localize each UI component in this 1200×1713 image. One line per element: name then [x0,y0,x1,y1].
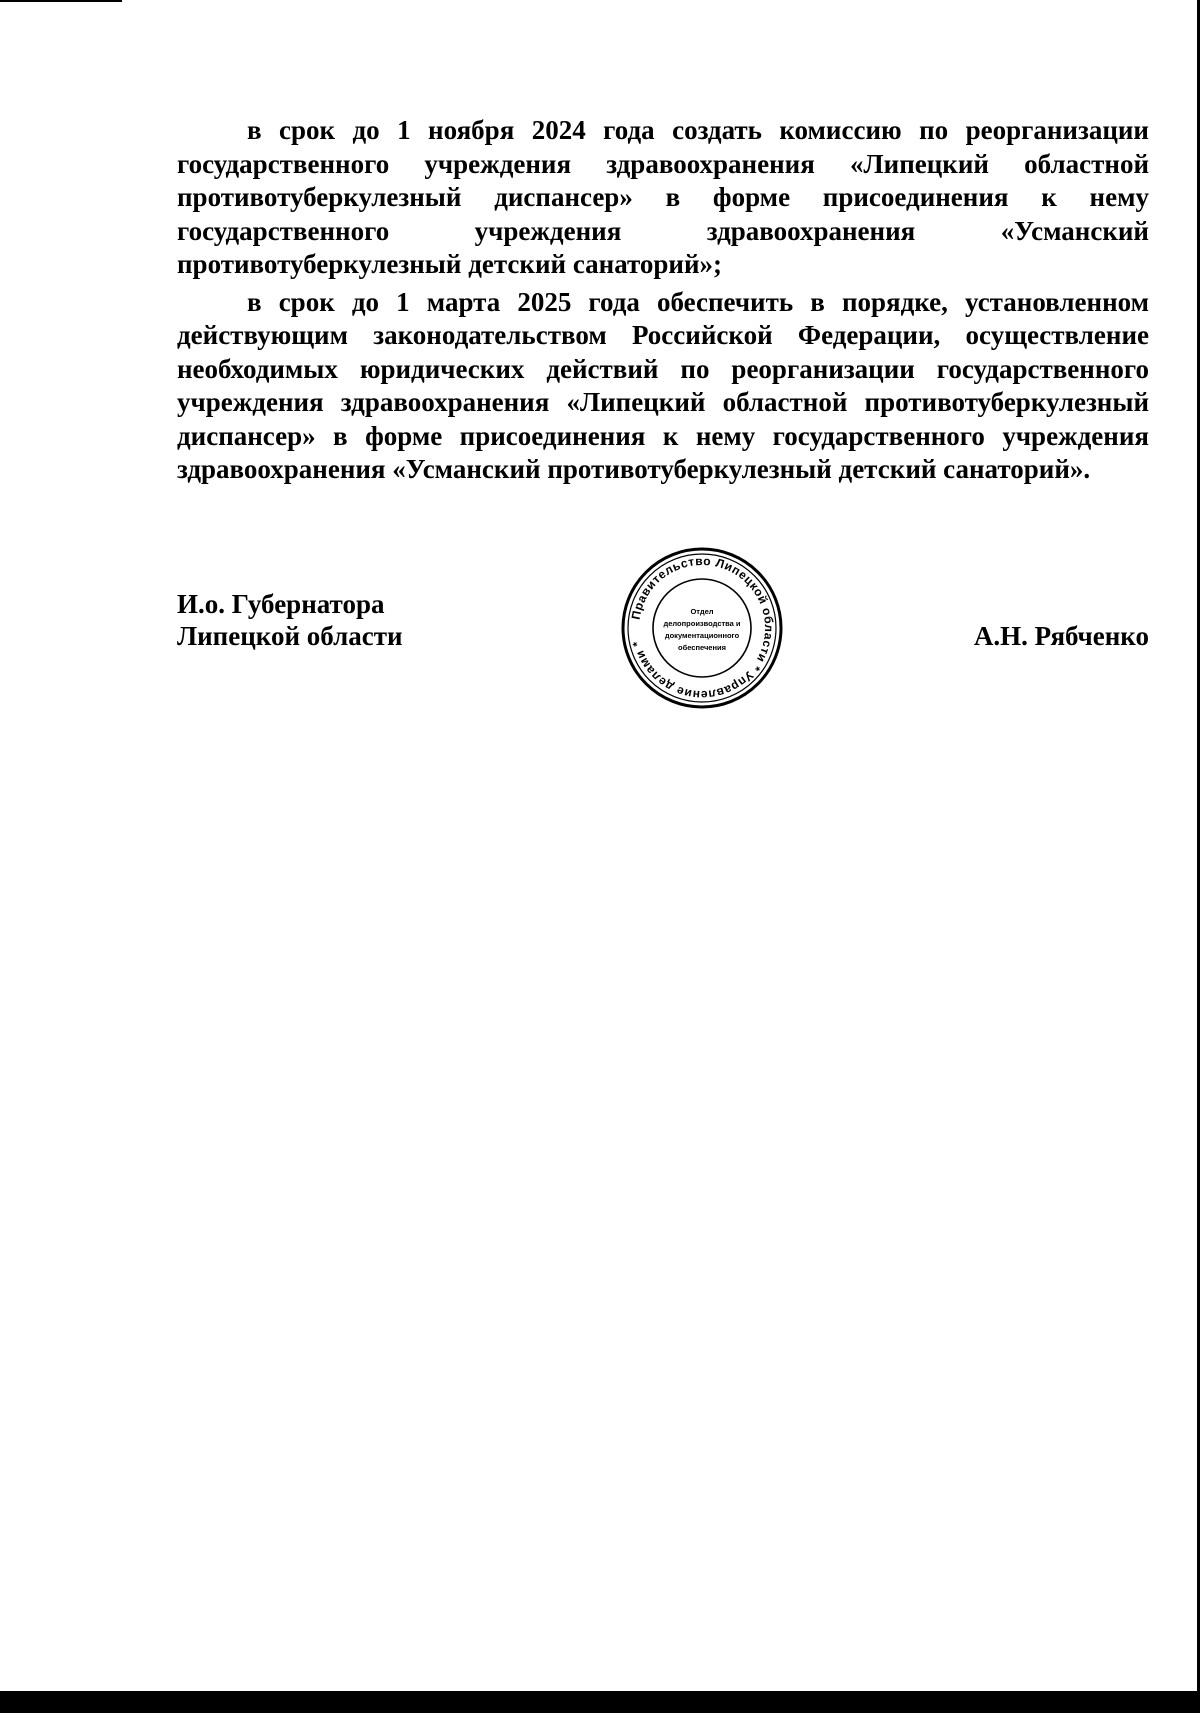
signatory-position [177,588,403,652]
seal-inner-line-1: Отдел [690,607,714,616]
paragraph-commission: в срок до 1 ноября 2024 года создать комиссию по реорганизации государственного учреждения здравоохранения «Липецкий областной противотуберкулезный диспансер» в форме присоединения к нему государственного учреждения здравоохранения «Усманский противотуберкулезный детский санаторий»; [177,115,1149,279]
signatory-position-line-2: Липецкой области [177,621,403,651]
official-seal [620,546,784,710]
document-body [177,114,1149,491]
seal-outer-text: Правительство Липецкой области * Управление делами * [628,553,777,703]
scan-edge-top [0,0,122,2]
seal-inner-line-4: обеспечения [677,643,727,652]
scan-edge-bottom [0,1691,1200,1713]
seal-inner-line-2: делопроизводства и [663,619,741,628]
paragraph-reorganization: в срок до 1 марта 2025 года обеспечить в порядке, установленном действующим законодательством Российской Федерации, осуществление необходимых юридических действий по реорганизации государственного учреждения здравоохранения «Липецкий областной противотуберкулезный диспансер» в форме присоединения к нему государственного учреждения здравоохранения «Усманский противотуберкулезный детский санаторий». [177,286,1149,484]
signatory-name: А.Н. Рябченко [973,621,1149,651]
seal-inner-line-3: документационного [664,631,740,640]
signatory-position-line-1: И.о. Губернатора [177,589,385,619]
